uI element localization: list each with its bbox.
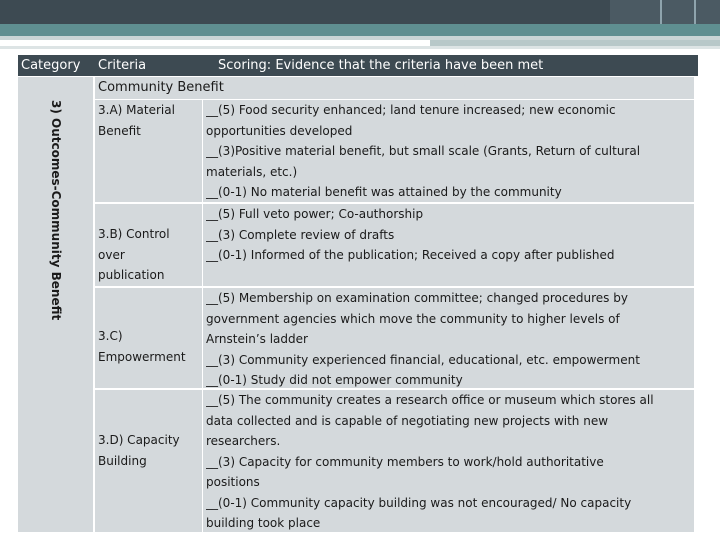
subheader-community-benefit: Community Benefit <box>95 77 694 99</box>
criteria-cell-3d <box>95 390 202 532</box>
scoring-line: materials, etc.) <box>206 164 298 179</box>
criteria-line: 3.A) Material <box>98 103 175 117</box>
top-gray-bar <box>0 46 720 49</box>
scoring-line: __(0-1) No material benefit was attained by the community <box>206 185 562 199</box>
scoring-line: __(3)Positive material benefit, but small scale (Grants, Return of cultural <box>206 144 641 158</box>
header-criteria: Criteria <box>95 55 215 76</box>
scoring-line: __(5) Food security enhanced; land tenure increased; new economic <box>206 103 616 117</box>
criteria-line: 3.B) Control <box>98 227 170 241</box>
criteria-cell-3c <box>95 288 202 388</box>
top-corner-panel <box>610 0 720 24</box>
scoring-line: government agencies which move the community to higher levels of <box>206 311 620 326</box>
scoring-line: __(5) Membership on examination committee; changed procedures by <box>206 291 628 305</box>
criteria-cell-3a <box>95 100 202 202</box>
scoring-cell-3c <box>203 288 694 388</box>
scoring-line: __(3) Complete review of drafts <box>206 227 395 242</box>
scoring-line: building took place <box>206 516 321 530</box>
scoring-line: __(3) Community experienced financial, educational, etc. empowerment <box>206 352 640 367</box>
category-label: 3) Outcomes-Community Benefit <box>49 100 63 321</box>
scoring-cell-3d <box>203 390 694 532</box>
scoring-line: opportunities developed <box>206 123 353 138</box>
scoring-line: __(5) The community creates a research office or museum which stores all <box>206 393 654 407</box>
criteria-cell-3b <box>95 204 202 286</box>
top-divider-1 <box>660 0 662 24</box>
scoring-line: __(3) Capacity for community members to work/hold authoritative <box>206 454 604 469</box>
criteria-line: over <box>98 247 125 262</box>
criteria-line: publication <box>98 268 165 282</box>
scoring-line: positions <box>206 475 260 489</box>
criteria-line: 3.D) Capacity <box>98 433 180 447</box>
scoring-cell-3b <box>203 204 694 286</box>
criteria-line: Building <box>98 453 147 468</box>
header-scoring: Scoring: Evidence that the criteria have been met <box>214 55 698 76</box>
scoring-line: researchers. <box>206 434 281 448</box>
criteria-line: Benefit <box>98 123 141 138</box>
scoring-line: data collected and is capable of negotiating new projects with new <box>206 413 609 428</box>
scoring-line: Arnstein’s ladder <box>206 332 308 346</box>
scoring-line: __(0-1) Community capacity building was not encouraged/ No capacity <box>206 495 632 510</box>
scoring-cell-3a <box>203 100 694 202</box>
top-divider-2 <box>694 0 696 24</box>
scoring-line: __(0-1) Informed of the publication; Received a copy after published <box>206 248 615 262</box>
scoring-line: __(5) Full veto power; Co-authorship <box>206 207 424 221</box>
top-teal-bar <box>0 24 720 36</box>
criteria-line: 3.C) <box>98 329 123 343</box>
header-category: Category <box>18 55 96 76</box>
scoring-line: __(0-1) Study did not empower community <box>206 373 463 387</box>
criteria-line: Empowerment <box>98 349 186 364</box>
